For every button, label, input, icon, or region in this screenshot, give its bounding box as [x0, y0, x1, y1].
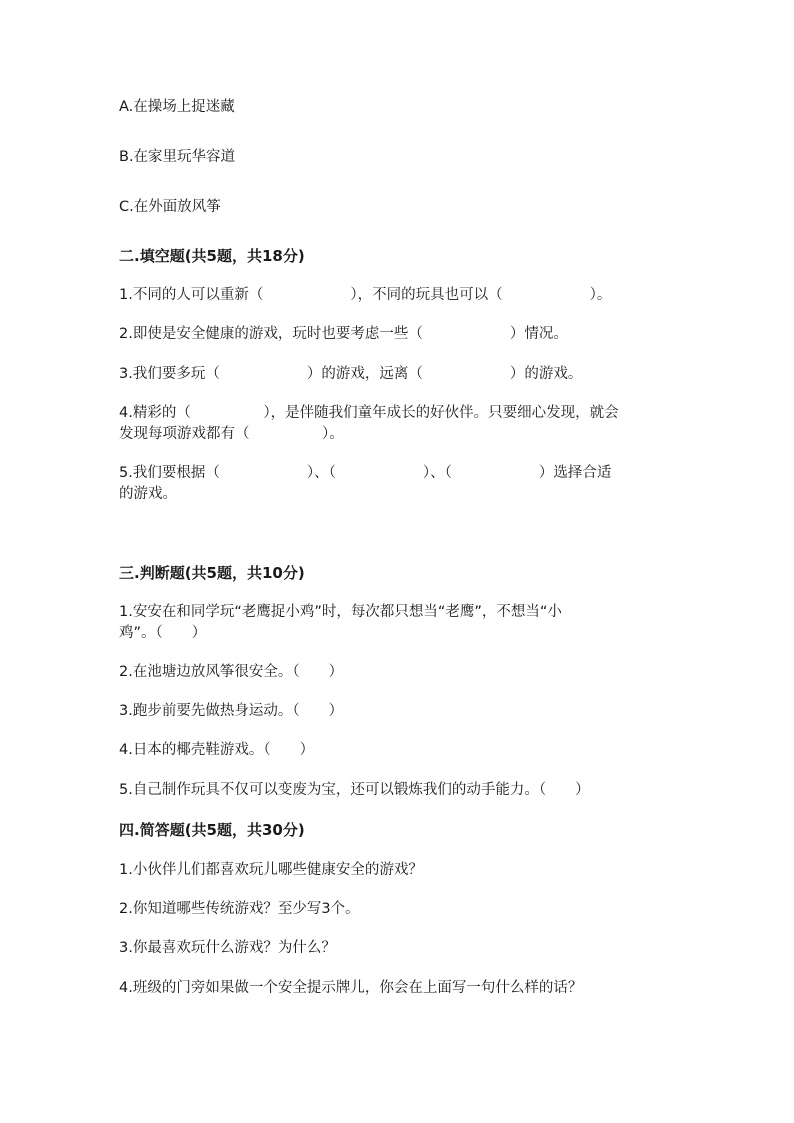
- fill-question-4-line2: 发现每项游戏都有（ ）。: [119, 426, 344, 442]
- short-question-1: 1.小伙伴儿们都喜欢玩儿哪些健康安全的游戏？: [119, 862, 423, 878]
- judge-question-5: 5.自己制作玩具不仅可以变废为宝，还可以锻炼我们的动手能力。（ ）: [119, 782, 590, 798]
- short-question-3: 3.你最喜欢玩什么游戏？为什么？: [119, 940, 336, 956]
- fill-question-5-line2: 的游戏。: [119, 486, 177, 502]
- judge-question-2: 2.在池塘边放风筝很安全。（ ）: [119, 664, 344, 680]
- judge-question-1-line1: 1.安安在和同学玩“老鹰捉小鸡”时，每次都只想当“老鹰”，不想当“小: [119, 604, 562, 620]
- fill-question-2: 2.即使是安全健康的游戏，玩时也要考虑一些（ ）情况。: [119, 326, 568, 342]
- fill-question-5-line1: 5.我们要根据（ ）、（ ）、（ ）选择合适: [119, 465, 612, 481]
- option-a: A.在操场上捉迷藏: [119, 99, 235, 115]
- short-question-4: 4.班级的门旁如果做一个安全提示牌儿，你会在上面写一句什么样的话？: [119, 980, 583, 996]
- short-question-2: 2.你知道哪些传统游戏？至少写3个。: [119, 901, 360, 917]
- judge-question-3: 3.跑步前要先做热身运动。（ ）: [119, 703, 344, 719]
- option-b: B.在家里玩华容道: [119, 149, 236, 165]
- judge-question-1-line2: 鸡”。（ ）: [119, 625, 207, 641]
- section4-heading: 四.简答题(共5题，共30分): [119, 821, 305, 839]
- section3-heading: 三.判断题(共5题，共10分): [119, 564, 305, 582]
- section2-heading: 二.填空题(共5题，共18分): [119, 247, 305, 265]
- fill-question-3: 3.我们要多玩（ ）的游戏，远离（ ）的游戏。: [119, 366, 583, 382]
- fill-question-4-line1: 4.精彩的（ ），是伴随我们童年成长的好伙伴。只要细心发现，就会: [119, 405, 619, 421]
- option-c: C.在外面放风筝: [119, 199, 221, 215]
- judge-question-4: 4.日本的椰壳鞋游戏。（ ）: [119, 742, 315, 758]
- fill-question-1: 1.不同的人可以重新（ ），不同的玩具也可以（ ）。: [119, 287, 612, 303]
